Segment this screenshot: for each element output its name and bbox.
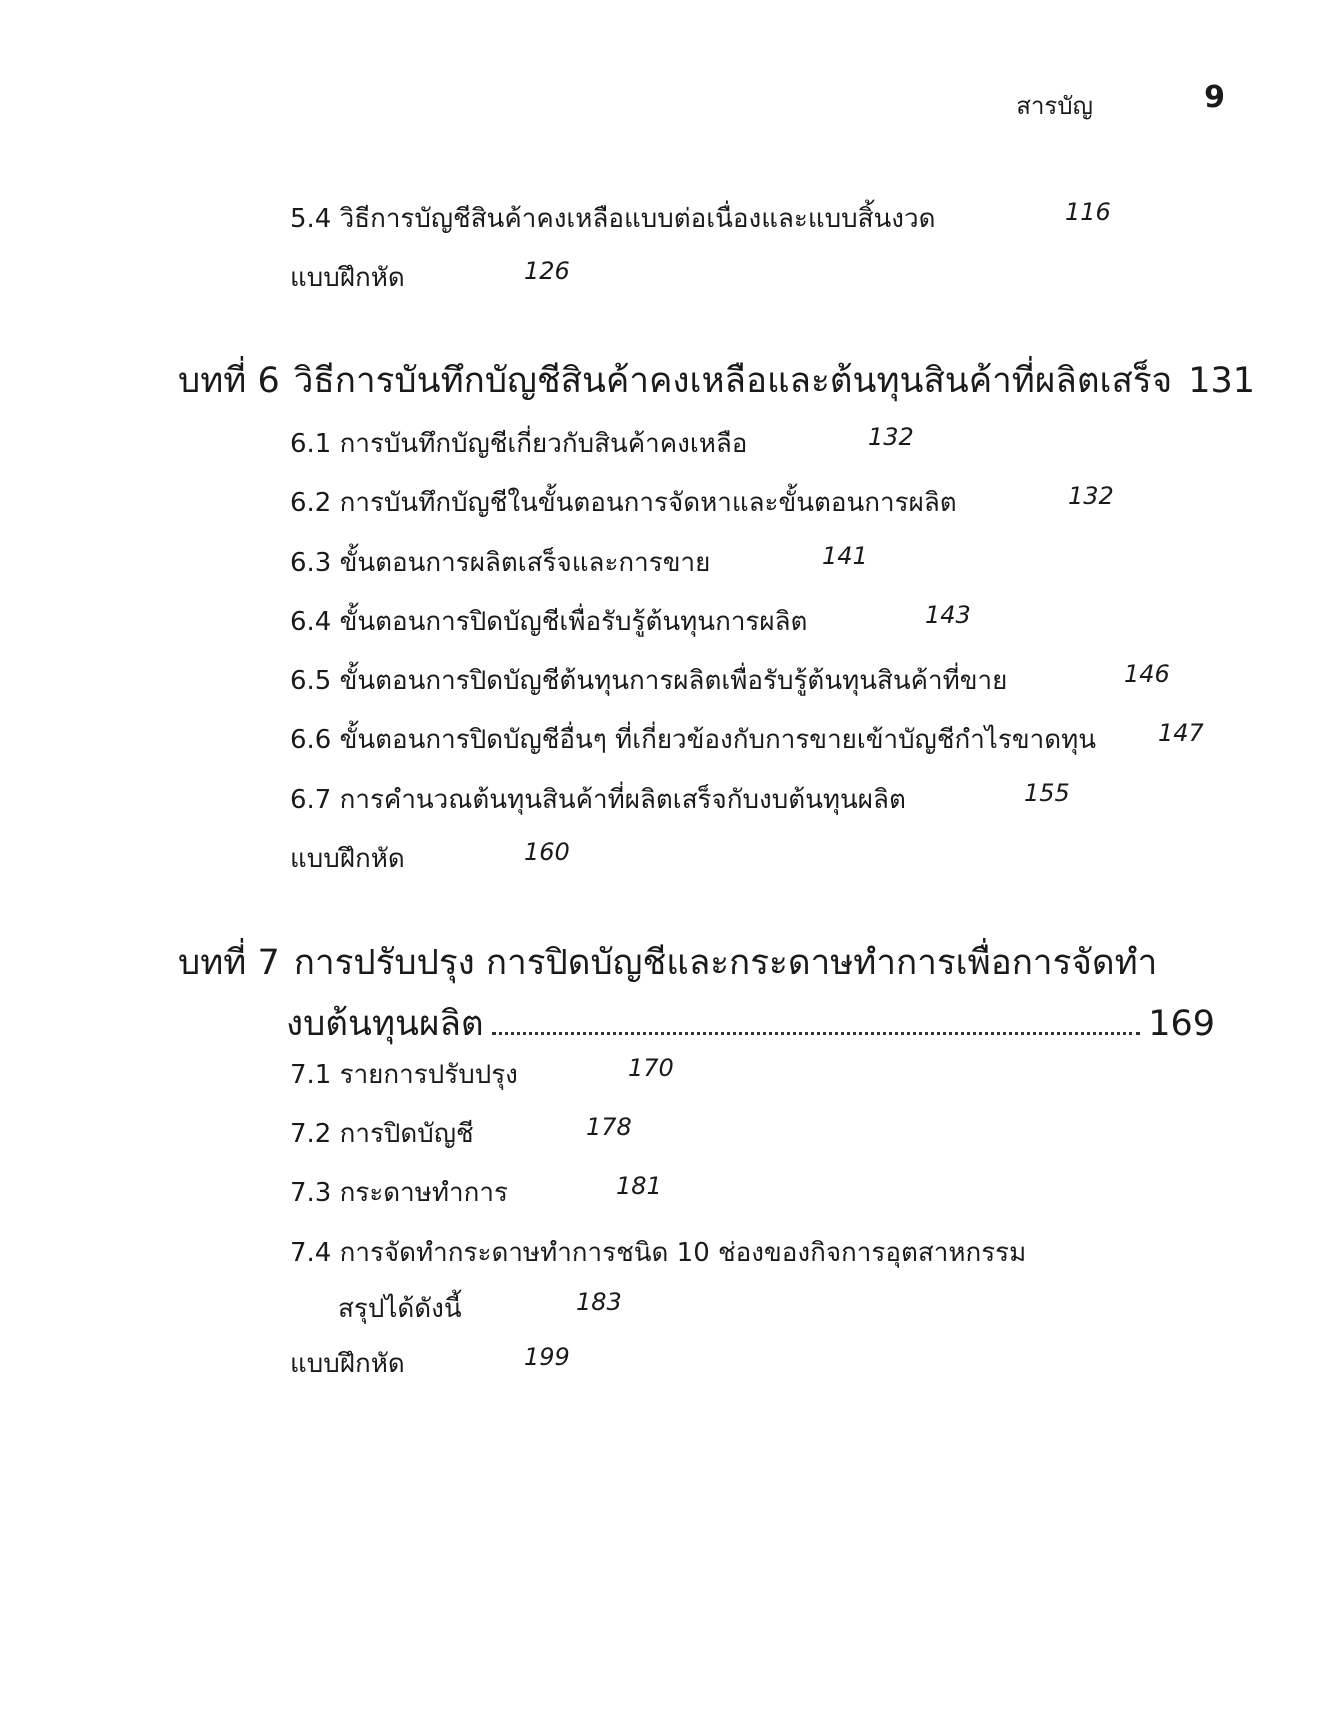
toc-entry-page: 183 bbox=[576, 1288, 622, 1316]
toc-entry-text: 6.3 ขั้นตอนการผลิตเสร็จและการขาย bbox=[290, 548, 711, 578]
toc-entry-text: 7.3 กระดาษทำการ bbox=[290, 1178, 508, 1208]
toc-entry-text: แบบฝึกหัด bbox=[290, 1349, 405, 1379]
toc-entry-page: 141 bbox=[822, 542, 868, 570]
toc-entry-page: 147 bbox=[1158, 719, 1204, 747]
chapter-label: บทที่ 7 bbox=[178, 943, 280, 983]
toc-entry-page: 155 bbox=[1024, 779, 1070, 807]
toc-entry-6-4 bbox=[290, 601, 971, 642]
toc-entry-7-4-continued bbox=[338, 1288, 622, 1329]
toc-entry-text: สรุปได้ดังนี้ bbox=[338, 1294, 462, 1324]
toc-entry-page: 170 bbox=[628, 1054, 674, 1082]
toc-entry-text: 6.2 การบันทึกบัญชีในขั้นตอนการจัดหาและขั้นตอนการผลิต bbox=[290, 488, 957, 518]
toc-entry-7-2 bbox=[290, 1113, 632, 1154]
toc-entry-7-3 bbox=[290, 1172, 662, 1213]
toc-entry-text: 6.4 ขั้นตอนการปิดบัญชีเพื่อรับรู้ต้นทุนการผลิต bbox=[290, 607, 808, 637]
toc-entry-page: 181 bbox=[616, 1172, 662, 1200]
toc-entry-page: 132 bbox=[868, 423, 914, 451]
toc-entry-text: 5.4 วิธีการบัญชีสินค้าคงเหลือแบบต่อเนื่องและแบบสิ้นงวด bbox=[290, 204, 936, 234]
running-header-title: สารบัญ bbox=[1016, 92, 1093, 120]
chapter-7-heading bbox=[178, 935, 1215, 1051]
toc-entry-text: 7.1 รายการปรับปรุง bbox=[290, 1060, 518, 1090]
toc-entry-text: 6.5 ขั้นตอนการปิดบัญชีต้นทุนการผลิตเพื่อรับรู้ต้นทุนสินค้าที่ขาย bbox=[290, 666, 1008, 696]
toc-entry-page: 160 bbox=[524, 838, 570, 866]
toc-entry-7-4 bbox=[290, 1232, 1026, 1273]
chapter-page: 131 bbox=[1188, 361, 1255, 401]
toc-entry-page: 126 bbox=[524, 257, 570, 285]
toc-entry-page: 116 bbox=[1065, 198, 1111, 226]
toc-entry-text: แบบฝึกหัด bbox=[290, 844, 405, 874]
chapter-title: วิธีการบันทึกบัญชีสินค้าคงเหลือและต้นทุนสินค้าที่ผลิตเสร็จ bbox=[293, 361, 1173, 401]
chapter-label: บทที่ 6 bbox=[178, 361, 280, 401]
chapter-6-heading bbox=[178, 353, 1255, 408]
toc-entry-text: 7.4 การจัดทำกระดาษทำการชนิด 10 ช่องของกิจการอุตสาหกรรม bbox=[290, 1238, 1027, 1268]
toc-entry-6-6 bbox=[290, 719, 1204, 760]
toc-entry-6-1 bbox=[290, 423, 914, 464]
dot-leader bbox=[492, 1032, 1141, 1035]
toc-entry-text: แบบฝึกหัด bbox=[290, 263, 405, 293]
toc-entry-7-1 bbox=[290, 1054, 674, 1095]
toc-entry-page: 146 bbox=[1124, 660, 1170, 688]
toc-entry-page: 178 bbox=[586, 1113, 632, 1141]
toc-entry-text: 6.7 การคำนวณต้นทุนสินค้าที่ผลิตเสร็จกับงบต้นทุนผลิต bbox=[290, 785, 906, 815]
toc-entry-6-7 bbox=[290, 779, 1070, 820]
toc-entry-exercise-ch7 bbox=[290, 1343, 570, 1384]
toc-entry-text: 7.2 การปิดบัญชี bbox=[290, 1119, 474, 1149]
page-number: 9 bbox=[1204, 80, 1225, 115]
toc-entry-6-5 bbox=[290, 660, 1170, 701]
toc-entry-exercise-ch5 bbox=[290, 257, 570, 298]
toc-entry-page: 199 bbox=[524, 1343, 570, 1371]
toc-entry-exercise-ch6 bbox=[290, 838, 570, 879]
toc-entry-page: 132 bbox=[1068, 482, 1114, 510]
toc-entry-text: 6.6 ขั้นตอนการปิดบัญชีอื่นๆ ที่เกี่ยวข้องกับการขายเข้าบัญชีกำไรขาดทุน bbox=[290, 725, 1097, 755]
toc-entry-page: 143 bbox=[925, 601, 971, 629]
chapter-page: 169 bbox=[1148, 1004, 1215, 1044]
toc-entry-text: 6.1 การบันทึกบัญชีเกี่ยวกับสินค้าคงเหลือ bbox=[290, 429, 748, 459]
toc-entry-5-4 bbox=[290, 198, 1111, 239]
chapter-title: การปรับปรุง การปิดบัญชีและกระดาษทำการเพื่อการจัดทำ bbox=[293, 943, 1158, 983]
toc-entry-6-2 bbox=[290, 482, 1114, 523]
toc-entry-6-3 bbox=[290, 542, 868, 583]
chapter-title-continued: งบต้นทุนผลิต bbox=[286, 1004, 484, 1044]
